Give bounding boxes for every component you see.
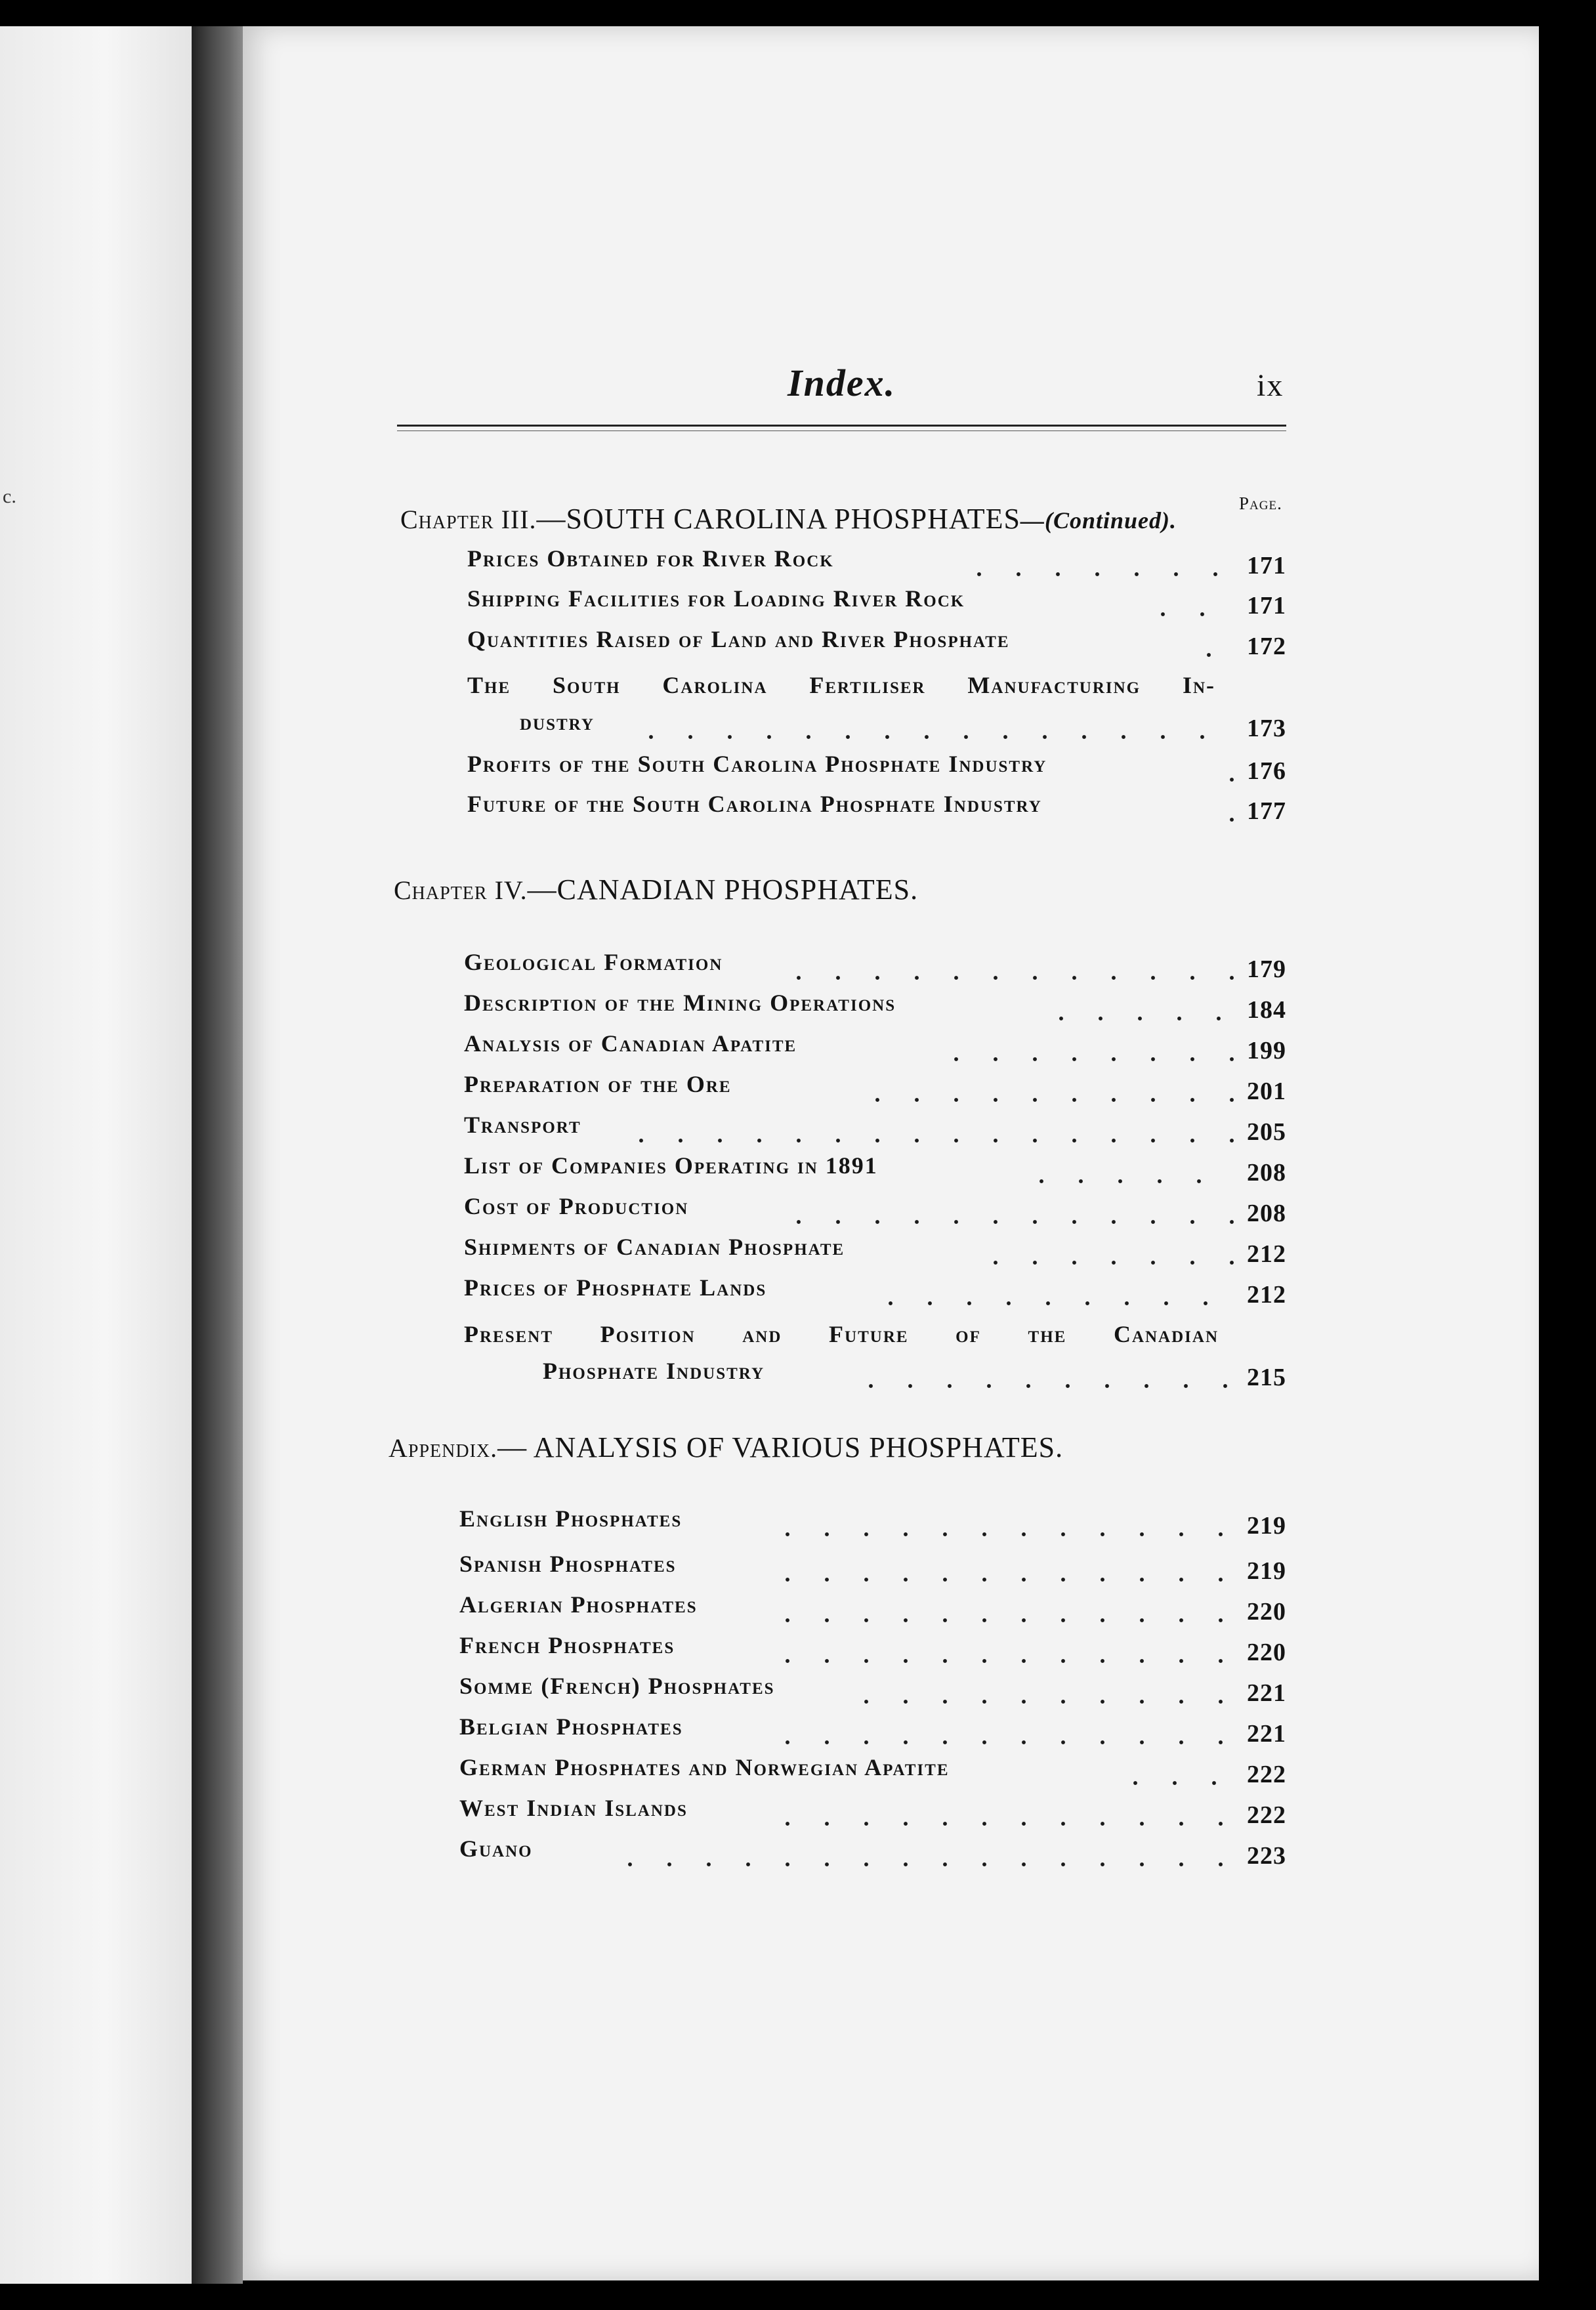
heading-continued: —(Continued). [1020, 507, 1177, 534]
entry-title: German Phosphates and Norwegian Apatite [459, 1754, 950, 1780]
index-entry [459, 1835, 1286, 1872]
index-entry [459, 1550, 1286, 1587]
index-entry [459, 1754, 1286, 1790]
entry-page: 221 [1247, 1679, 1286, 1707]
dot-leader [976, 1261, 1234, 1265]
entry-page: 212 [1247, 1240, 1286, 1268]
entry-page: 205 [1247, 1118, 1286, 1146]
dot-leader [871, 1301, 1234, 1305]
index-entry [459, 1631, 1286, 1668]
dot-leader [851, 1384, 1234, 1388]
entry-title: Future of the South Carolina Phosphate Industry [467, 791, 1042, 817]
index-entry [467, 585, 1286, 621]
entry-title: English Phosphates [459, 1505, 682, 1532]
entry-page: 201 [1247, 1078, 1286, 1105]
entry-page: 222 [1247, 1761, 1286, 1788]
dot-leader [847, 1700, 1234, 1704]
index-entry [459, 1672, 1286, 1709]
chapter-iv-heading [394, 873, 918, 906]
index-entry [459, 1794, 1286, 1831]
entry-title: Somme (French) Phosphates [459, 1673, 775, 1699]
dot-leader [768, 1822, 1234, 1826]
page-number: ix [1257, 368, 1284, 403]
entry-title: Analysis of Canadian Apatite [464, 1030, 797, 1057]
entry-page: 171 [1247, 592, 1286, 620]
entry-title: French Phosphates [459, 1632, 675, 1658]
entry-title: List of Companies Operating in 1891 [464, 1152, 878, 1179]
appendix-heading [388, 1431, 1063, 1464]
dot-leader [768, 1618, 1234, 1622]
entry-page: 208 [1247, 1200, 1286, 1227]
dot-leader [768, 1532, 1234, 1536]
index-entry [464, 1274, 1286, 1311]
dot-leader [768, 1740, 1234, 1744]
entry-page: 208 [1247, 1159, 1286, 1186]
header-rule [397, 425, 1286, 431]
entry-title: Profits of the South Carolina Phosphate Industry [467, 751, 1047, 777]
dot-leader [1212, 818, 1234, 822]
book-gutter [192, 26, 243, 2284]
entry-title: Transport [464, 1112, 581, 1138]
entry-page: 219 [1247, 1557, 1286, 1585]
entry-title: Spanish Phosphates [459, 1551, 677, 1577]
index-entry [459, 1591, 1286, 1628]
entry-page: 220 [1247, 1639, 1286, 1666]
dot-leader [1116, 1781, 1234, 1785]
entry-page: 179 [1247, 956, 1286, 983]
heading-main: —SOUTH CAROLINA PHOSPHATES [536, 503, 1020, 535]
entry-title: Cost of Production [464, 1193, 689, 1219]
dot-leader [1143, 612, 1234, 616]
heading-lead: Appendix. [388, 1433, 498, 1463]
heading-main: —CANADIAN PHOSPHATES. [527, 873, 919, 906]
heading-lead: Chapter III. [400, 505, 537, 534]
dot-leader [610, 1862, 1234, 1866]
entry-page: 222 [1247, 1801, 1286, 1829]
index-entry [464, 1233, 1286, 1270]
index-entry [464, 1152, 1286, 1188]
index-entry [467, 790, 1286, 827]
dot-leader [779, 1220, 1234, 1224]
entry-page: 184 [1247, 996, 1286, 1024]
entry-title: Shipping Facilities for Loading River Rock [467, 585, 965, 612]
entry-page: 171 [1247, 552, 1286, 579]
stray-mark: c. [3, 486, 16, 507]
entry-title: West Indian Islands [459, 1795, 688, 1821]
index-entry [459, 1505, 1286, 1542]
dot-leader [1022, 1179, 1234, 1183]
dot-leader [768, 1578, 1234, 1582]
entry-title: Preparation of the Ore [464, 1071, 732, 1097]
entry-page: 173 [1247, 715, 1286, 742]
entry-title-continued: dustry [520, 709, 595, 735]
entry-page: 221 [1247, 1720, 1286, 1748]
entry-page: 219 [1247, 1512, 1286, 1540]
entry-title: Quantities Raised of Land and River Phosphate [467, 626, 1010, 652]
entry-title: Present Position and Future of the Canadian [464, 1321, 1219, 1347]
index-entry [467, 750, 1286, 787]
index-entry [464, 1316, 1286, 1393]
dot-leader [1189, 653, 1234, 657]
index-entry [467, 545, 1286, 581]
entry-title-continued: Phosphate Industry [543, 1358, 765, 1384]
index-entry [467, 625, 1286, 662]
entry-title: Prices of Phosphate Lands [464, 1274, 767, 1301]
index-entry [459, 1713, 1286, 1750]
heading-main: — ANALYSIS OF VARIOUS PHOSPHATES. [497, 1431, 1064, 1463]
entry-page: 212 [1247, 1281, 1286, 1309]
dot-leader [779, 976, 1234, 980]
entry-title: Prices Obtained for River Rock [467, 545, 834, 572]
entry-title: The South Carolina Fertiliser Manufacturing In- [467, 672, 1215, 698]
entry-page: 172 [1247, 633, 1286, 660]
entry-page: 220 [1247, 1598, 1286, 1626]
entry-title: Guano [459, 1836, 533, 1862]
index-entry [464, 989, 1286, 1026]
dot-leader [1041, 1017, 1234, 1020]
entry-title: Belgian Phosphates [459, 1713, 683, 1740]
entry-title: Geological Formation [464, 949, 723, 975]
dot-leader [768, 1659, 1234, 1663]
entry-page: 176 [1247, 757, 1286, 785]
index-entry [464, 1192, 1286, 1229]
index-page [243, 26, 1539, 2280]
index-entry [464, 948, 1286, 985]
entry-title: Algerian Phosphates [459, 1591, 698, 1618]
page-title: Index. [788, 362, 896, 404]
dot-leader [631, 735, 1234, 739]
index-entry [464, 1070, 1286, 1107]
dot-leader [1212, 778, 1234, 782]
entry-page: 223 [1247, 1842, 1286, 1870]
index-entry [464, 1030, 1286, 1066]
entry-title: Shipments of Canadian Phosphate [464, 1234, 845, 1260]
facing-page [0, 26, 192, 2284]
entry-page: 177 [1247, 797, 1286, 825]
dot-leader [858, 1098, 1234, 1102]
dot-leader [959, 572, 1234, 576]
index-entry [467, 667, 1286, 744]
dot-leader [621, 1139, 1234, 1143]
entry-title: Description of the Mining Operations [464, 990, 896, 1016]
entry-page: 215 [1247, 1364, 1286, 1391]
heading-lead: Chapter IV. [394, 875, 528, 905]
chapter-iii-heading [400, 502, 1177, 536]
dot-leader [936, 1057, 1234, 1061]
index-entry [464, 1111, 1286, 1148]
entry-page: 199 [1247, 1037, 1286, 1064]
page-column-label: Page. [1239, 494, 1282, 513]
